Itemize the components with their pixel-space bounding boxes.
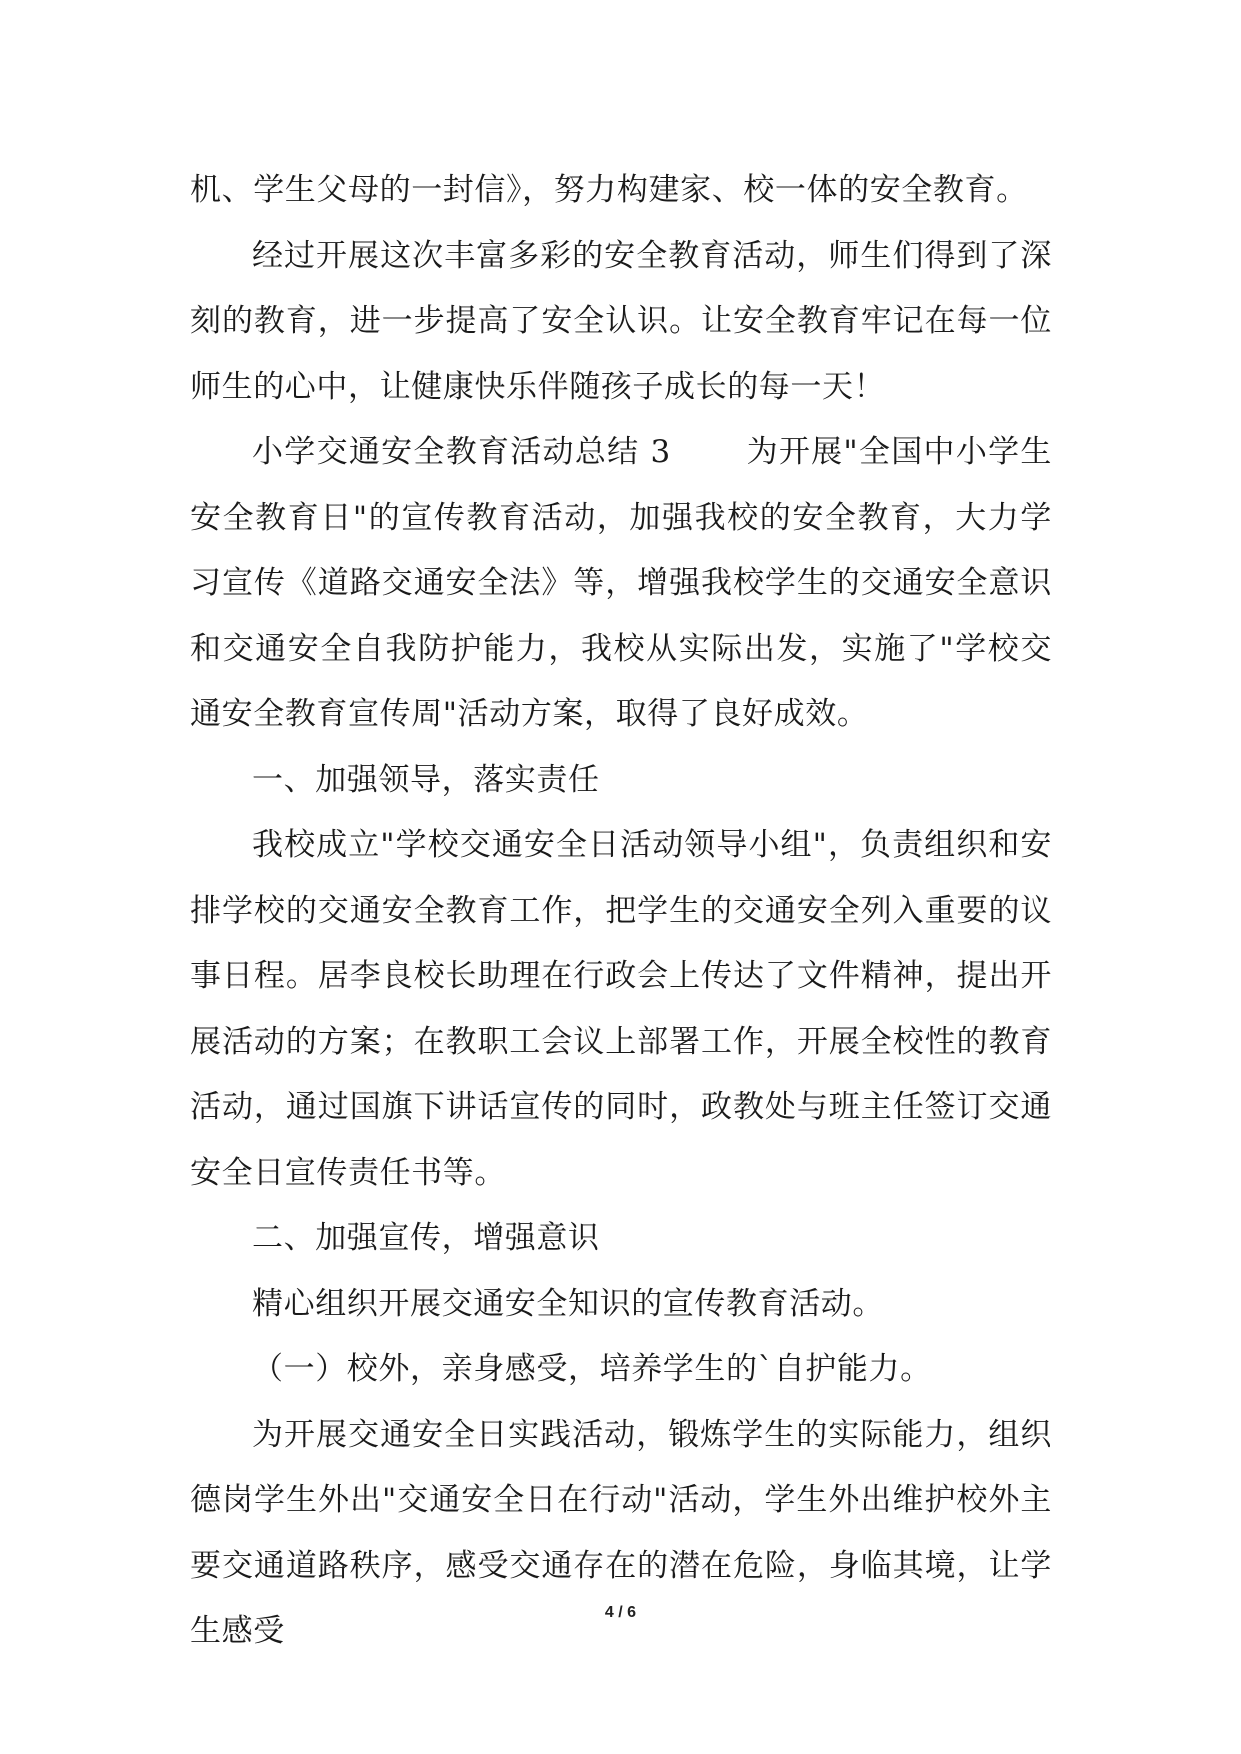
paragraph: 精心组织开展交通安全知识的宣传教育活动。: [252, 1285, 884, 1322]
paragraph: 小学交通安全教育活动总结 3 为开展"全国中小学生安全教育日"的宣传教育活动，加强我校的安全教育，大力学习宣传《道路交通安全法》等，增强我校学生的交通安全意识和交通安全自我防护能力，我校从实际出发，实施了"学校交通安全教育宣传周"活动方案，取得了良好成效。: [190, 434, 1052, 732]
section-heading: 一、加强领导，落实责任: [252, 761, 600, 798]
paragraph: 我校成立"学校交通安全日活动领导小组"，负责组织和安排学校的交通安全教育工作，把学生的交通安全列入重要的议事日程。居李良校长助理在行政会上传达了文件精神，提出开展活动的方案；在教职工会议上部署工作，开展全校性的教育活动，通过国旗下讲话宣传的同时，政教处与班主任签订交通安全日宣传责任书等。: [190, 827, 1052, 1191]
subsection-heading: （一）校外，亲身感受，培养学生的`自护能力。: [252, 1351, 932, 1387]
document-body: [190, 158, 1052, 1665]
paragraph: 经过开展这次丰富多彩的安全教育活动，师生们得到了深刻的教育，进一步提高了安全认识。让安全教育牢记在每一位师生的心中，让健康快乐伴随孩子成长的每一天！: [190, 237, 1052, 405]
section-heading: 二、加强宣传，增强意识: [252, 1220, 600, 1256]
paragraph: 机、学生父母的一封信》，努力构建家、校一体的安全教育。: [190, 172, 1028, 208]
page-number: 4 / 6: [604, 1604, 637, 1621]
paragraph: 为开展交通安全日实践活动，锻炼学生的实际能力，组织德岗学生外出"交通安全日在行动"活动，学生外出维护校外主要交通道路秩序，感受交通存在的潜在危险，身临其境，让学生感受: [190, 1416, 1052, 1649]
